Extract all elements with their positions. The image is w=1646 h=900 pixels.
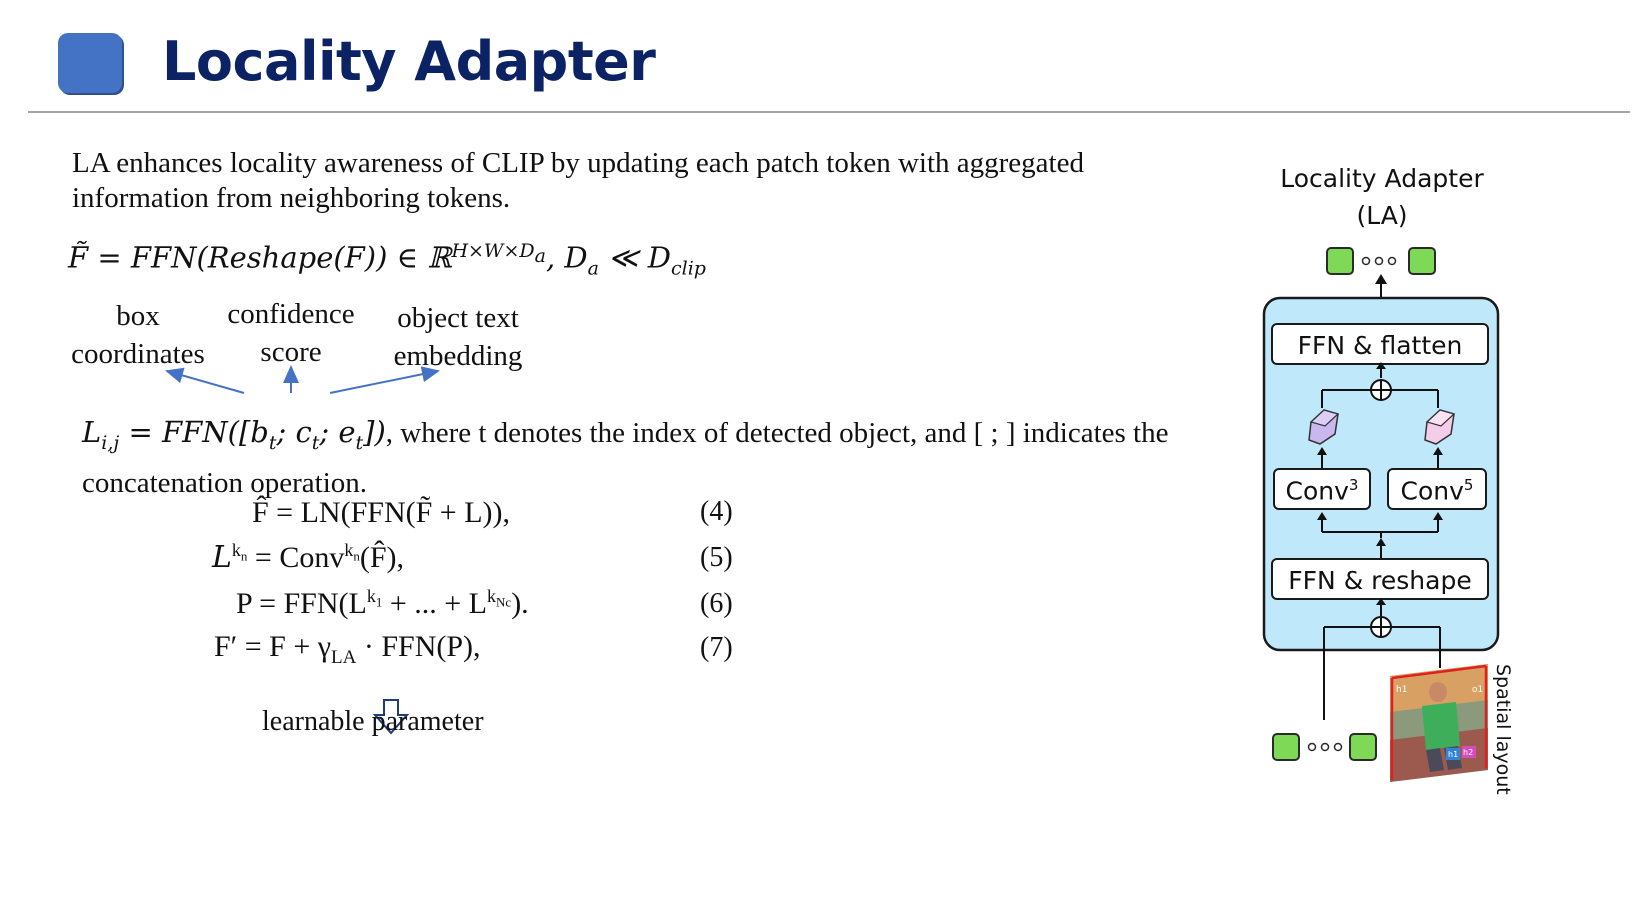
image-tag-h1-small: h1 [1448, 750, 1459, 759]
spatial-layout-label: Spatial layout [1492, 664, 1514, 795]
confidence-score-label: confidence score [227, 298, 355, 368]
output-tokens [1327, 248, 1435, 274]
equation-4-number: (4) [700, 496, 733, 527]
output-token-left [1327, 248, 1353, 274]
equation-7-number: (7) [700, 632, 733, 663]
equation-6: $P = FFN(L^{k_1}$ + ... + $L^{k_{Nc}}$). [236, 586, 529, 620]
locality-embedding-equation: $L_{i,j} = FFN([b_t$; $c_t$; $e_t$]), where t denotes the index of detected object, and [ ; ] indicates the concatenation operation. [82, 415, 1169, 499]
intro-paragraph: LA enhances locality awareness of CLIP by updating each patch token with aggregated information from neighboring tokens. [72, 147, 1084, 214]
equation-4: F̂ = LN(FFN(F̃ + L)), [252, 496, 511, 529]
learnable-parameter-label: learnable parameter [262, 706, 484, 737]
box-coordinates-label: box coordinates [71, 300, 205, 370]
output-token-right [1409, 248, 1435, 274]
conv3-label: Conv$^3$ [1285, 476, 1359, 506]
image-tag-o1: o1 [1472, 685, 1484, 695]
spatial-layout-image [1390, 664, 1488, 782]
feature-equation: F̃ = FFN(Reshape(F)) ∈ ℝ$^{H\times W\times D_a}$, $D_a$ ≪ $D_{clip}$ [68, 240, 706, 280]
ffn-flatten-label: FFN & flatten [1297, 331, 1463, 360]
equation-6-number: (6) [700, 588, 733, 619]
ffn-reshape-label: FFN & reshape [1288, 566, 1472, 595]
equation-7: $F' = F + \gamma_{LA} \cdot FFN(P)$, [214, 630, 481, 668]
input-token-left [1273, 734, 1299, 760]
image-tag-h2: h2 [1463, 748, 1474, 757]
equation-5: $L^{k_n}$ = Conv$^{k_n}$(F̂), [212, 540, 405, 575]
image-tag-h1: h1 [1396, 685, 1408, 695]
input-token-right [1350, 734, 1376, 760]
input-tokens [1273, 734, 1376, 760]
conv5-label: Conv$^5$ [1400, 476, 1474, 506]
figure-title: Locality Adapter (LA) [1280, 164, 1484, 230]
object-text-embedding-label: object text embedding [393, 302, 523, 372]
equation-5-number: (5) [700, 542, 733, 573]
slide-title: Locality Adapter [162, 30, 656, 93]
